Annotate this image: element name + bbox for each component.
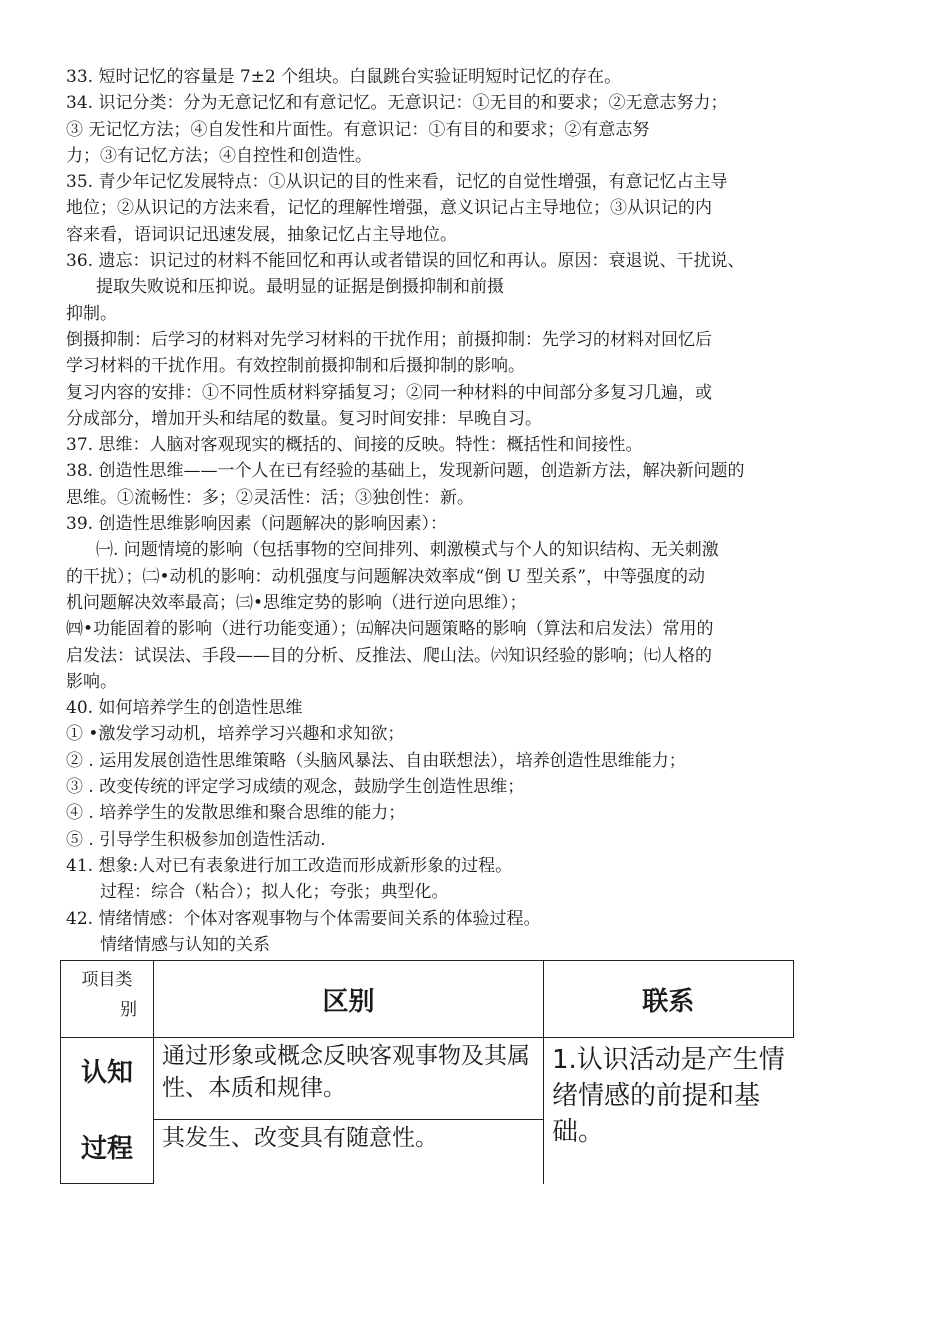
text-line: 影响。: [66, 671, 117, 692]
difference-cell-2: 其发生、改变具有随意性。: [154, 1120, 544, 1184]
text-line: ㈣•功能固着的影响（进行功能变通）；㈤解决问题策略的影响（算法和启发法）常用的: [66, 619, 714, 640]
text-line: 启发法：试误法、手段——目的分析、反推法、爬山法。㈥知识经验的影响；㈦人格的: [66, 645, 712, 666]
text-line: ④ . 培养学生的发散思维和聚合思维的能力；: [66, 803, 406, 824]
text-line: 39. 创造性思维影响因素（问题解决的影响因素）：: [66, 514, 447, 535]
header-relation: 联系: [544, 961, 794, 1038]
text-line: 学习材料的干扰作用。有效控制前摄抑制和后摄抑制的影响。: [66, 356, 525, 377]
text-line: 思维。①流畅性：多；②灵活性：活；③独创性：新。: [66, 487, 474, 508]
text-line: ① •激发学习动机，培养学习兴趣和求知欲；: [66, 724, 405, 745]
relation-cell: 1.认识活动是产生情绪情感的前提和基础。: [544, 1038, 794, 1184]
text-line: ③ . 改变传统的评定学习成绩的观念，鼓励学生创造性思维；: [66, 777, 525, 798]
text-line: 抑制。: [66, 303, 117, 324]
text-line: 容来看，语词识记迅速发展，抽象记忆占主导地位。: [66, 224, 457, 245]
header-category: [61, 961, 154, 1038]
text-line: 情绪情感与认知的关系: [100, 934, 270, 955]
row-label-line1: 认知: [80, 1057, 133, 1088]
text-line: ㈠. 问题情境的影响（包括事物的空间排列、刺激模式与个人的知识结构、无关刺激: [96, 540, 719, 561]
emotion-cognition-table: [60, 960, 794, 1184]
text-line: 37. 思维：人脑对客观现实的概括的、间接的反映。特性：概括性和间接性。: [66, 435, 643, 456]
header-difference: 区别: [154, 961, 544, 1038]
text-line: 33. 短时记忆的容量是 7±2 个组块。白鼠跳台实验证明短时记忆的存在。: [66, 67, 622, 87]
text-line: 地位；②从识记的方法来看，记忆的理解性增强，意义识记占主导地位；③从识记的内: [66, 198, 712, 219]
text-line: 力；③有记忆方法；④自控性和创造性。: [66, 145, 372, 166]
text-line: 34. 识记分类：分为无意记忆和有意记忆。无意识记：①无目的和要求；②无意志努力；: [66, 93, 728, 114]
text-line: 35. 青少年记忆发展特点：①从识记的目的性来看，记忆的自觉性增强，有意记忆占主导: [66, 172, 728, 193]
text-line: 40. 如何培养学生的创造性思维: [66, 698, 303, 719]
text-line: 的干扰）；㈡•动机的影响：动机强度与问题解决效率成“倒 U 型关系”，中等强度的动: [66, 566, 706, 587]
difference-cell-1: 通过形象或概念反映客观事物及其属性、本质和规律。: [154, 1038, 544, 1120]
text-line: 36. 遗忘：识记过的材料不能回忆和再认或者错误的回忆和再认。原因：衰退说、干扰说、: [66, 251, 745, 272]
text-line: 分成部分，增加开头和结尾的数量。复习时间安排：早晚自习。: [66, 408, 542, 429]
text-line: 38. 创造性思维——一个人在已有经验的基础上，发现新问题，创造新方法，解决新问题的: [66, 461, 745, 482]
text-line: 倒摄抑制：后学习的材料对先学习材料的干扰作用；前摄抑制：先学习的材料对回忆后: [66, 329, 712, 350]
header-category-line2: 别: [120, 1000, 137, 1020]
text-line: ⑤ . 引导学生积极参加创造性活动.: [66, 829, 326, 850]
text-line: 42. 情绪情感：个体对客观事物与个体需要间关系的体验过程。: [66, 908, 541, 929]
text-line: ③ 无记忆方法；④自发性和片面性。有意识记：①有目的和要求；②有意志努: [66, 119, 650, 140]
notes-text: [66, 64, 866, 958]
row-label-line2: 过程: [80, 1133, 133, 1164]
text-line: 机问题解决效率最高；㈢•思维定势的影响（进行逆向思维）；: [66, 592, 527, 613]
text-line: 41. 想象:人对已有表象进行加工改造而形成新形象的过程。: [66, 855, 513, 876]
text-line: 过程：综合（粘合）；拟人化；夸张；典型化。: [100, 882, 449, 903]
header-category-line1: 项目类: [81, 970, 133, 990]
text-line: 复习内容的安排：①不同性质材料穿插复习；②同一种材料的中间部分多复习几遍，或: [66, 382, 712, 403]
text-line: ② . 运用发展创造性思维策略（头脑风暴法、自由联想法），培养创造性思维能力；: [66, 750, 686, 771]
text-line: 提取失败说和压抑说。最明显的证据是倒摄抑制和前摄: [96, 277, 504, 298]
row-label-cognition: [61, 1038, 154, 1184]
